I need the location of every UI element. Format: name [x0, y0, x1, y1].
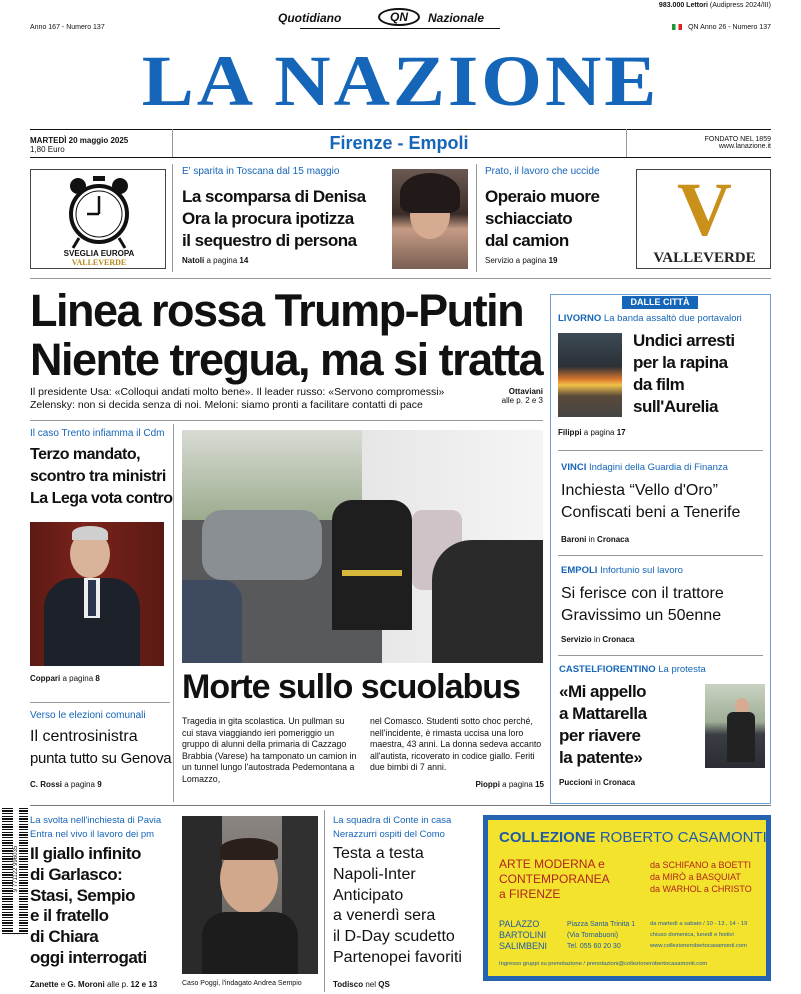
founded-box [705, 136, 771, 150]
trento-bottom-rule [30, 702, 170, 703]
qn-right-label: Nazionale [428, 11, 485, 25]
comunali-author: C. Rossi [30, 780, 63, 789]
scuolabus-photo[interactable] [182, 430, 543, 663]
lead-ref: alle p. 2 e 3 [501, 396, 543, 405]
italy-flag-icon [672, 24, 682, 30]
trento-byline [30, 674, 100, 683]
lead-byline [490, 387, 543, 405]
sveglia-text: SVEGLIA EUROPA [63, 249, 135, 258]
bottom-section-rule [30, 805, 771, 806]
vinci-byline [561, 535, 629, 544]
qn-underline [300, 28, 500, 29]
empoli-author: Servizio [561, 635, 592, 644]
garlasco-byline [30, 980, 157, 989]
denisa-photo[interactable] [392, 169, 468, 269]
empoli-byline [561, 635, 634, 644]
vinci-ref: in [588, 535, 595, 544]
livorno-kicker [558, 313, 742, 324]
collezione-left-1: ARTE MODERNA e [499, 857, 605, 871]
vinci-headline-2: Confiscati beni a Tenerife [561, 504, 741, 521]
napoli-headline-2: Napoli-Inter [333, 865, 416, 883]
qn-edition-number: QN Anno 26 - Numero 137 [688, 24, 771, 31]
garlasco-caption: Caso Poggi, l'indagato Andrea Sempio [182, 980, 302, 987]
livorno-author: Filippi [558, 428, 582, 437]
collezione-address [567, 919, 635, 952]
scuolabus-ref: a pagina [502, 780, 533, 789]
collezione-palazzo [499, 919, 547, 952]
garlasco-headline-4: e il fratello [30, 906, 109, 926]
napoli-author: Todisco [333, 980, 364, 989]
lead-subhead-2: Zelensky: non si decida senza di noi. Meloni: siamo pronti a facilitare contatti di pace [30, 399, 423, 411]
scuolabus-text-col1: Tragedia in gita scolastica. Un pullman su cui stava viaggiando ieri pomeriggio un gruppo di alunni della primaria di Cazzago Brabbia (Varese) ha tamponato un camion in un tunnel lungo l'autostrada Pedemontana a Lomazzo, [182, 716, 357, 784]
denisa-headline-1: La scomparsa di Denisa [182, 187, 366, 206]
prato-story[interactable] [485, 166, 625, 265]
castelfiorentino-headline-1: «Mi appello [559, 682, 647, 701]
top-divider-1 [172, 164, 173, 272]
denisa-author: Natoli [182, 256, 205, 265]
dateline-top-rule [30, 129, 771, 130]
castelfiorentino-section: Cronaca [603, 778, 636, 787]
trento-photo[interactable] [30, 522, 164, 666]
livorno-byline [558, 428, 626, 437]
dalle-citta-label: DALLE CITTÀ [622, 296, 698, 309]
garlasco-ref: alle p. [106, 980, 129, 989]
livorno-kicker-text: La banda assaltò due portavalori [603, 313, 742, 324]
lead-bottom-rule [30, 420, 543, 421]
castelfiorentino-headline-4: la patente» [559, 748, 643, 767]
readers-source: (Audipress 2024/III) [709, 2, 771, 9]
castelfiorentino-story[interactable] [559, 681, 704, 769]
empoli-section: Cronaca [602, 635, 635, 644]
livorno-headline-2: per la rapina [633, 353, 728, 372]
collezione-address-1: Piazza Santa Trinita 1 [567, 921, 636, 928]
castelfiorentino-author: Puccioni [559, 778, 593, 787]
trento-author: Coppari [30, 674, 61, 683]
denisa-headline-2: Ora la procura ipotizza [182, 209, 354, 228]
vinci-place: VINCI [561, 462, 587, 473]
castelfiorentino-headline-2: a Mattarella [559, 704, 647, 723]
empoli-headline-1: Si ferisce con il trattore [561, 585, 724, 602]
livorno-story[interactable] [633, 330, 768, 418]
garlasco-headline-5: di Chiara [30, 927, 99, 947]
edition-name[interactable]: Firenze - Empoli [329, 133, 469, 153]
prato-kicker: Prato, il lavoro che uccide [485, 166, 600, 177]
collezione-title [499, 829, 767, 846]
comunali-headline-2: punta tutto su Genova [30, 750, 172, 767]
garlasco-kicker-1: La svolta nell'inchiesta di Pavia [30, 815, 162, 826]
collezione-left-block [499, 857, 610, 902]
napoli-byline [333, 980, 390, 989]
collezione-palazzo-3: SALIMBENI [499, 941, 548, 951]
qn-banner [278, 6, 508, 28]
vinci-story[interactable] [561, 480, 766, 524]
comunali-story[interactable] [30, 726, 170, 770]
collezione-footer: Ingresso gruppi su prenotazione / prenotazioni@collezionerobertocasamonti.com [499, 961, 708, 967]
napoli-section: QS [378, 980, 390, 989]
denisa-byline [182, 256, 392, 265]
comunali-headline-1: Il centrosinistra [30, 728, 138, 745]
collezione-right-1: da SCHIFANO a BOETTI [650, 860, 752, 870]
collezione-palazzo-2: BARTOLINI [499, 930, 547, 940]
collezione-phone: Tel. 055 60 20 30 [567, 943, 621, 950]
comunali-byline [30, 780, 102, 789]
lead-author: Ottaviani [508, 387, 543, 396]
castelfiorentino-ref: in [594, 778, 601, 787]
empoli-story[interactable] [561, 583, 766, 627]
empoli-bottom-rule [558, 655, 763, 656]
empoli-ref: in [593, 635, 601, 644]
issue-price: 1,80 Euro [30, 145, 65, 154]
lead-headline-2[interactable]: Niente tregua, ma si tratta [30, 334, 543, 385]
castelfiorentino-kicker [559, 664, 706, 675]
napoli-headline-3: Anticipato [333, 886, 404, 904]
comunali-ref: a pagina [64, 780, 95, 789]
qn-left-label: Quotidiano [278, 11, 342, 25]
comunali-page: 9 [97, 780, 102, 789]
garlasco-author-2: G. Moroni [67, 980, 105, 989]
garlasco-headline-3: Stasi, Sempio [30, 885, 135, 905]
trento-ref: a pagina [62, 674, 94, 683]
trento-headline-2: scontro tra ministri [30, 468, 166, 485]
trento-headline-1: Terzo mandato, [30, 446, 141, 463]
website-link[interactable]: www.lanazione.it [718, 143, 771, 150]
garlasco-photo[interactable] [182, 816, 318, 974]
readers-count [659, 2, 771, 9]
denisa-ref: a pagina [206, 256, 238, 265]
napoli-ref: nel [365, 980, 376, 989]
issue-date: MARTEDÌ 20 maggio 2025 [30, 136, 129, 145]
garlasco-headline-2: di Garlasco: [30, 864, 123, 884]
barcode-number: 9 771122 996035 [13, 805, 19, 933]
newspaper-title[interactable]: LA NAZIONE [141, 40, 660, 121]
collezione-hours [650, 919, 747, 952]
valleverde-logo-icon: V [677, 168, 732, 252]
vinci-kicker [561, 462, 728, 473]
livorno-headline-3: da film [633, 375, 685, 394]
collezione-right-block [650, 859, 752, 895]
denisa-page: 14 [239, 256, 249, 265]
collezione-left-2: CONTEMPORANEA [499, 872, 610, 886]
vinci-bottom-rule [558, 555, 763, 556]
scuolabus-page: 15 [535, 780, 544, 789]
garlasco-story[interactable] [30, 844, 180, 969]
empoli-place: EMPOLI [561, 565, 598, 576]
napoli-headline-6: Partenopei favoriti [333, 948, 462, 966]
garlasco-headline-1: Il giallo infinito [30, 844, 141, 863]
collezione-address-2: (Via Tornabuoni) [567, 932, 619, 939]
livorno-page: 17 [616, 428, 626, 437]
livorno-headline-4: sull'Aurelia [633, 397, 718, 416]
readers-bold: 983.000 Lettori [658, 2, 708, 9]
masthead-top-left: Anno 167 - Numero 137 [30, 24, 105, 31]
scuolabus-author: Pioppi [475, 780, 500, 789]
prato-headline-2: schiacciato [485, 209, 573, 228]
collezione-hours-1: da martedì a sabato / 10 - 13 , 14 - 19 [650, 921, 748, 927]
vinci-kicker-text: Indagini della Guardia di Finanza [588, 462, 728, 473]
garlasco-author-1: Zanette [30, 980, 59, 989]
edition-right-rule [626, 129, 627, 157]
napoli-kicker-1: La squadra di Conte in casa [333, 815, 452, 826]
qn-logo: QN [378, 8, 420, 26]
napoli-story[interactable] [333, 844, 475, 969]
prato-ref: Servizio a pagina [485, 256, 547, 265]
collezione-right-2: da MIRÒ a BASQUIAT [650, 872, 741, 882]
trento-story[interactable] [30, 444, 173, 510]
masthead-top-right [672, 24, 771, 31]
prato-headline-1: Operaio muore [485, 187, 600, 206]
sveglia-europa-ad[interactable] [30, 169, 166, 269]
empoli-headline-2: Gravissimo un 50enne [561, 607, 722, 624]
collezione-hours-2: chiuso domenica, lunedì e festivi [650, 932, 734, 938]
empoli-kicker [561, 565, 683, 576]
sveglia-brand: VALLEVERDE [71, 258, 127, 267]
castelfiorentino-place: CASTELFIORENTINO [559, 664, 656, 675]
vinci-author: Baroni [561, 535, 587, 544]
trento-page: 8 [95, 674, 100, 683]
castelfiorentino-byline [559, 778, 635, 787]
castelfiorentino-kicker-text: La protesta [658, 664, 706, 675]
top-divider-2 [476, 164, 477, 272]
collezione-palazzo-1: PALAZZO [499, 919, 540, 929]
garlasco-pages: 12 e 13 [130, 980, 158, 989]
prato-byline [485, 256, 625, 265]
comunali-kicker: Verso le elezioni comunali [30, 710, 146, 721]
top-row-bottom-rule [30, 278, 771, 279]
collezione-right-3: da WARHOL a CHRISTO [650, 884, 752, 894]
collezione-casamonti-ad[interactable] [483, 815, 771, 981]
barcode [2, 808, 28, 936]
dateline-bottom-rule [30, 157, 771, 158]
left-col-divider [173, 424, 174, 802]
napoli-kicker-2: Nerazzurri ospiti del Como [333, 829, 445, 840]
castelfiorentino-photo[interactable] [705, 684, 765, 768]
garlasco-headline-6: oggi interrogati [30, 947, 147, 967]
napoli-headline-5: il D-Day scudetto [333, 928, 455, 946]
livorno-headline-1: Undici arresti [633, 331, 735, 350]
napoli-headline-1: Testa a testa [333, 845, 424, 862]
scuolabus-headline[interactable]: Morte sullo scuolabus [182, 668, 520, 706]
lead-subhead-1: Il presidente Usa: «Colloqui andati molto bene». Il leader russo: «Servono compromessi» [30, 386, 445, 398]
collezione-title-1: COLLEZIONE [499, 829, 596, 846]
vinci-headline-1: Inchiesta “Vello d'Oro” [561, 482, 718, 499]
napoli-headline-4: a venerdì sera [333, 907, 436, 925]
denisa-story[interactable] [182, 166, 392, 265]
garlasco-and: e [60, 980, 66, 989]
founded-year: FONDATO NEL 1859 [704, 136, 771, 143]
prato-headline-3: dal camion [485, 231, 569, 250]
livorno-photo[interactable] [558, 333, 622, 417]
bottom-divider [324, 810, 325, 992]
denisa-kicker: E' sparita in Toscana dal 15 maggio [182, 166, 340, 177]
livorno-ref: a pagina [583, 428, 615, 437]
trento-headline-3: La Lega vota contro [30, 490, 173, 507]
lead-headline-1[interactable]: Linea rossa Trump-Putin [30, 285, 524, 336]
livorno-place: LIVORNO [558, 313, 602, 324]
valleverde-brand: VALLEVERDE [653, 250, 756, 266]
trento-kicker: Il caso Trento infiamma il Cdm [30, 428, 165, 439]
collezione-left-3: a FIRENZE [499, 887, 561, 901]
denisa-headline-3: il sequestro di persona [182, 231, 357, 250]
date-box [30, 136, 128, 154]
vinci-section: Cronaca [597, 535, 630, 544]
valleverde-ad[interactable] [636, 169, 771, 269]
livorno-bottom-rule [558, 450, 763, 451]
collezione-title-2: ROBERTO CASAMONTI [599, 829, 767, 846]
empoli-kicker-text: Infortunio sul lavoro [600, 565, 683, 576]
castelfiorentino-headline-3: per riavere [559, 726, 641, 745]
scuolabus-text-col2: nel Comasco. Studenti sotto choc perché, nell'incidente, è rimasta uccisa una loro maestra, 43 anni. La donna sedeva accanto all'autista, ricoverato in codice giallo. Feriti due bimbi di 7 anni. [370, 716, 542, 773]
alarm-clock-icon [31, 170, 167, 250]
collezione-hours-3: www.collezionerobertocasamonti.com [650, 943, 747, 949]
garlasco-kicker-2: Entra nel vivo il lavoro dei pm [30, 829, 155, 840]
scuolabus-byline [468, 780, 544, 789]
prato-page: 19 [548, 256, 558, 265]
